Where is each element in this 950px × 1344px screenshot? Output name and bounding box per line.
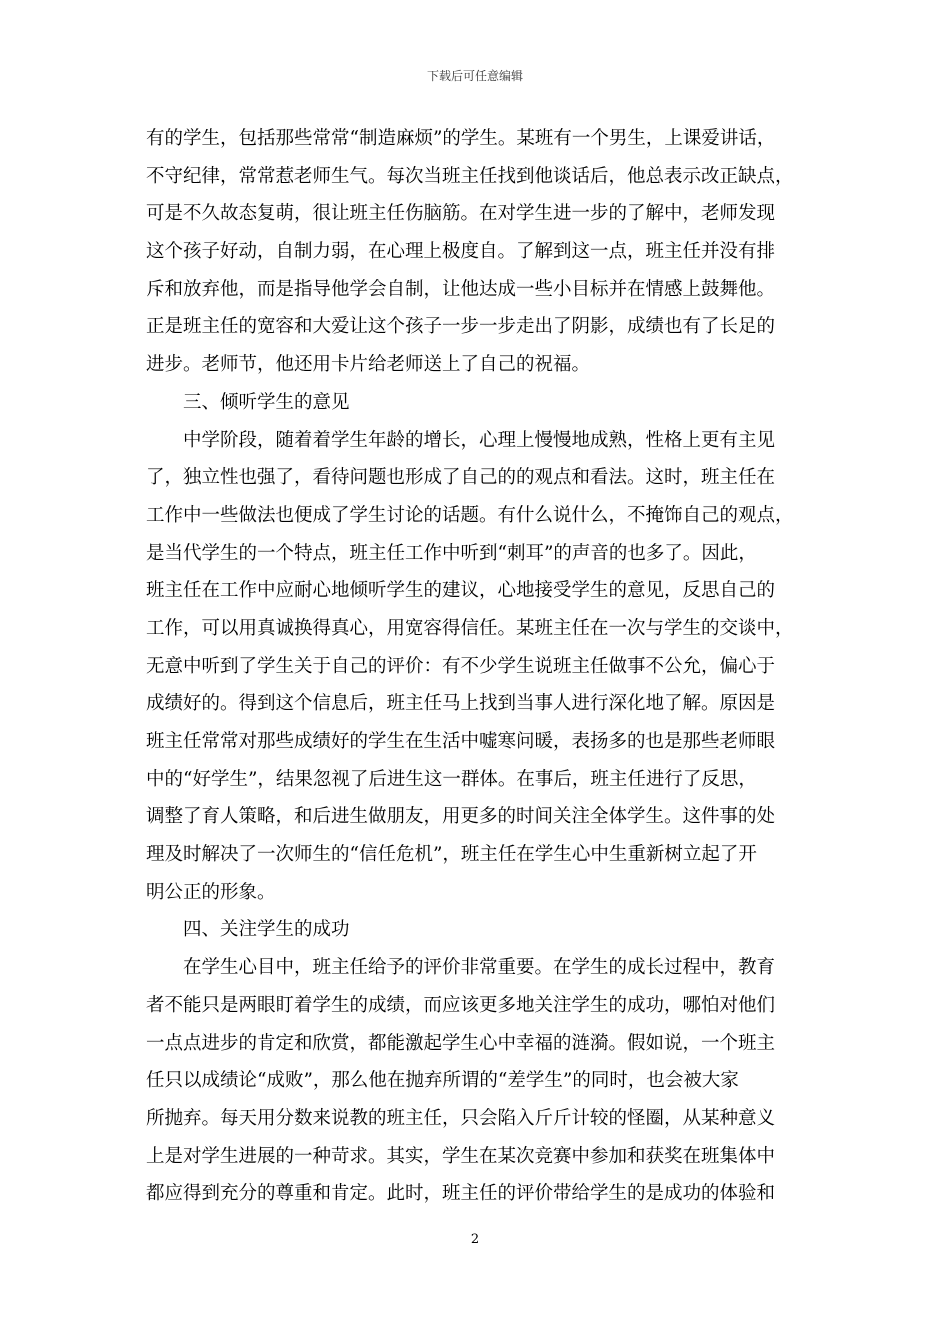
- text-line: 上是对学生进展的一种苛求。其实，学生在某次竞赛中参加和获奖在班集体中: [146, 1145, 776, 1167]
- text-line: 都应得到充分的尊重和肯定。此时，班主任的评价带给学生的是成功的体验和: [146, 1183, 776, 1205]
- text-line: 成绩好的。得到这个信息后，班主任马上找到当事人进行深化地了解。原因是: [146, 693, 776, 715]
- text-line: 工作中一些做法也便成了学生讨论的话题。有什么说什么，不掩饰自己的观点，: [146, 504, 794, 526]
- page-header: 下载后可任意编辑: [426, 69, 523, 83]
- text-line: 是当代学生的一个特点，班主任工作中听到“刺耳”的声音的也多了。因此，: [146, 542, 757, 564]
- text-line: 可是不久故态复萌，很让班主任伤脑筋。在对学生进一步的了解中，老师发现: [146, 203, 776, 225]
- section-heading: 三、倾听学生的意见: [183, 391, 350, 413]
- text-line: 不守纪律，常常惹老师生气。每次当班主任找到他谈话后，他总表示改正缺点，: [146, 165, 794, 187]
- text-line: 者不能只是两眼盯着学生的成绩，而应该更多地关注学生的成功，哪怕对他们: [146, 994, 776, 1016]
- text-line: 班主任常常对那些成绩好的学生在生活中嘘寒问暖，表扬多的也是那些老师眼: [146, 731, 776, 752]
- text-line: 一点点进步的肯定和欣赏，都能激起学生心中幸福的涟漪。假如说，一个班主: [146, 1032, 776, 1054]
- text-line: 调整了育人策略，和后进生做朋友，用更多的时间关注全体学生。这件事的处: [146, 806, 776, 828]
- text-line: 中的“好学生”，结果忽视了后进生这一群体。在事后，班主任进行了反思，: [146, 768, 757, 790]
- page-number: 2: [470, 1232, 480, 1247]
- text-line: 进步。老师节，他还用卡片给老师送上了自己的祝福。: [146, 354, 591, 376]
- text-line: 所抛弃。每天用分数来说教的班主任，只会陷入斤斤计较的怪圈，从某种意义: [146, 1107, 776, 1129]
- section-heading: 四、关注学生的成功: [183, 919, 350, 941]
- text-line: 理及时解决了一次师生的“信任危机”，班主任在学生心中生重新树立起了开: [146, 844, 757, 866]
- text-line: 无意中听到了学生关于自己的评价：有不少学生说班主任做事不公允，偏心于: [146, 655, 776, 677]
- text-line: 有的学生，包括那些常常“制造麻烦”的学生。某班有一个男生，上课爱讲话，: [146, 128, 776, 149]
- text-line: 班主任在工作中应耐心地倾听学生的建议，心地接受学生的意见，反思自己的: [146, 580, 776, 602]
- document-body: [146, 120, 806, 1213]
- text-line: 任只以成绩论“成败”，那么他在抛弃所谓的“差学生”的同时，也会被大家: [146, 1070, 739, 1092]
- text-line: 正是班主任的宽容和大爱让这个孩子一步一步走出了阴影，成绩也有了长足的: [146, 316, 776, 338]
- text-line: 在学生心目中，班主任给予的评价非常重要。在学生的成长过程中，教育: [183, 957, 776, 979]
- text-line: 斥和放弃他，而是指导他学会自制，让他达成一些小目标并在情感上鼓舞他。: [146, 278, 776, 300]
- text-line: 了，独立性也强了，看待问题也形成了自己的的观点和看法。这时，班主任在: [146, 467, 776, 489]
- text-line: 明公正的形象。: [146, 881, 276, 903]
- text-line: 这个孩子好动，自制力弱，在心理上极度自。了解到这一点，班主任并没有排: [146, 241, 776, 263]
- text-line: 中学阶段，随着着学生年龄的增长，心理上慢慢地成熟，性格上更有主见: [183, 429, 776, 451]
- text-line: 工作，可以用真诚换得真心，用宽容得信任。某班主任在一次与学生的交谈中，: [146, 617, 794, 639]
